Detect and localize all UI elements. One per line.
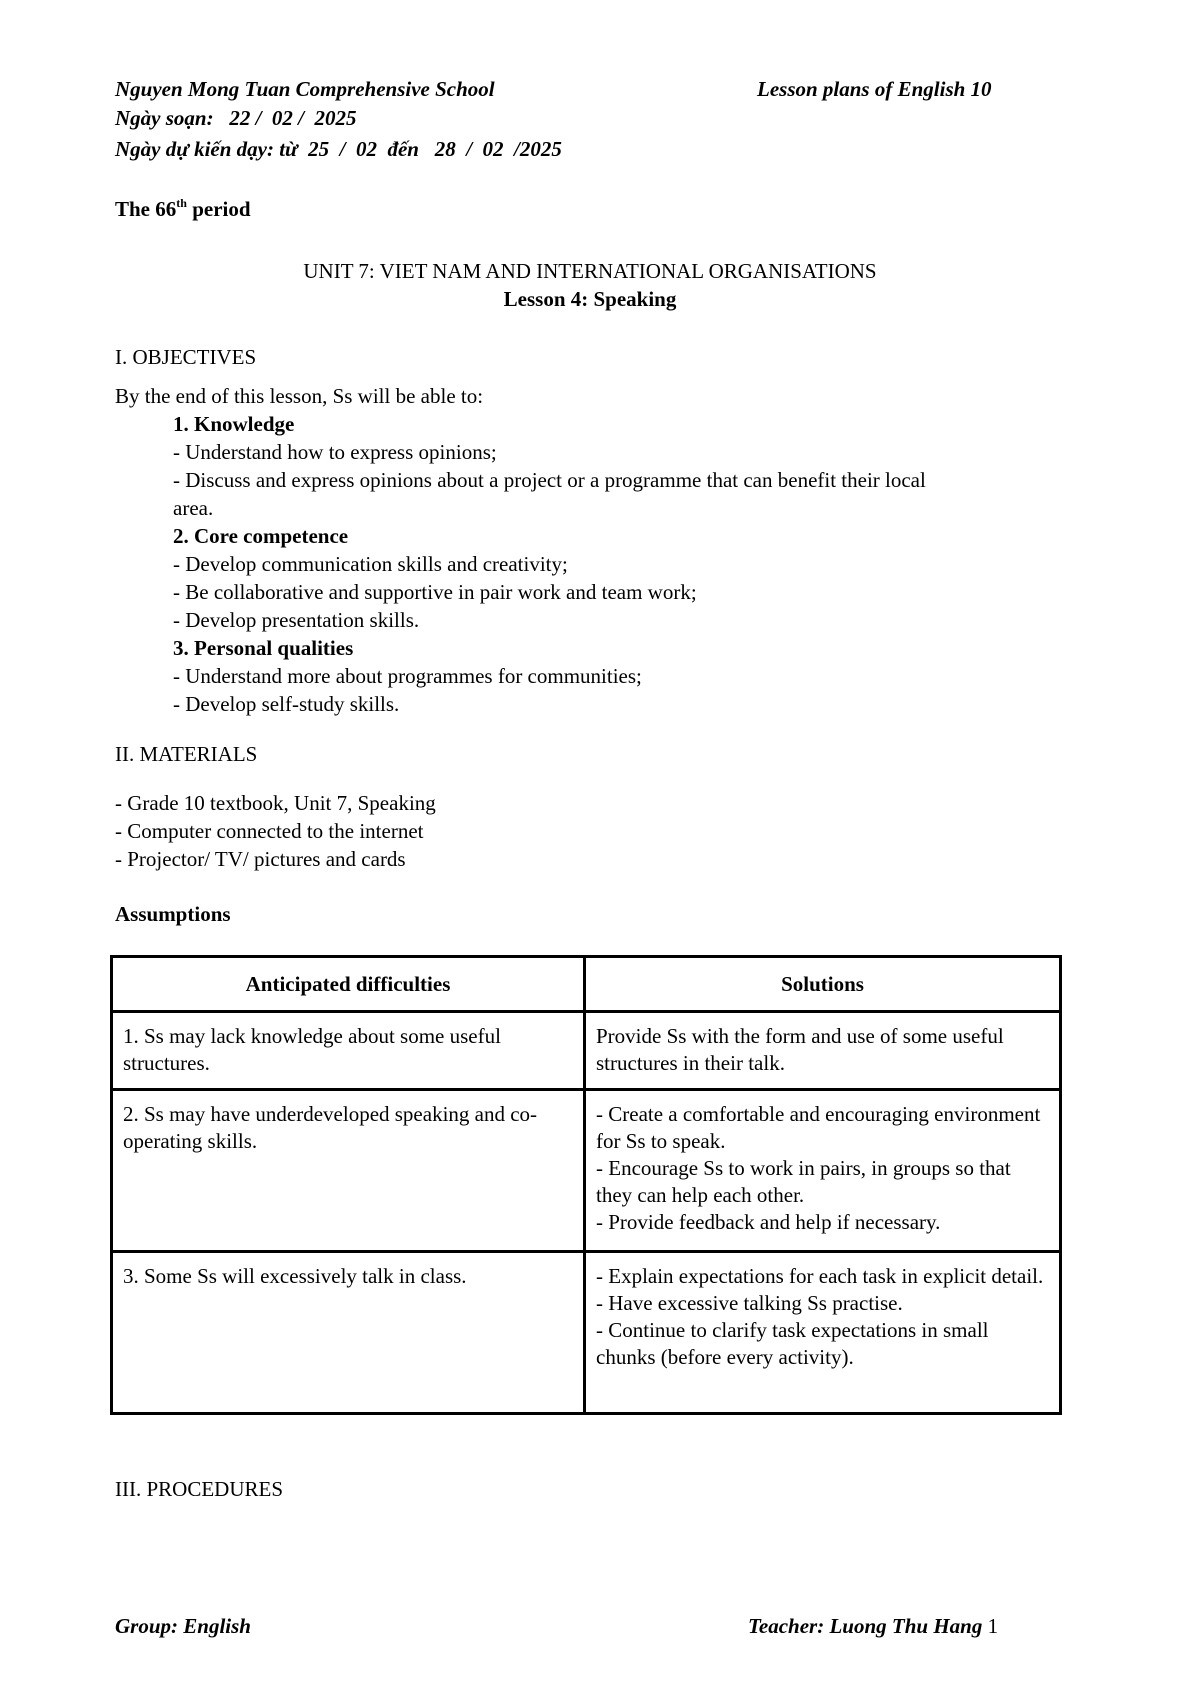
assumptions-heading: Assumptions xyxy=(115,902,231,926)
difficulty-cell: 3. Some Ss will excessively talk in class. xyxy=(112,1252,585,1414)
assumptions-table xyxy=(110,955,1062,1415)
lesson-title: Lesson 4: Speaking xyxy=(503,287,677,311)
core-item-1: - Develop communication skills and creativity; xyxy=(173,552,568,576)
solution-line: Provide Ss with the form and use of some useful structures in their talk. xyxy=(596,1024,1004,1075)
knowledge-item-2: - Discuss and express opinions about a project or a programme that can benefit their local xyxy=(173,468,926,492)
difficulty-cell: 1. Ss may lack knowledge about some useful structures. xyxy=(112,1012,585,1090)
footer-group: Group: English xyxy=(115,1614,251,1638)
difficulty-cell: 2. Ss may have underdeveloped speaking and co-operating skills. xyxy=(112,1090,585,1252)
table-row xyxy=(112,1252,1061,1414)
teaching-date: Ngày dự kiến dạy: từ 25 / 02 đến 28 / 02 /2025 xyxy=(115,137,562,161)
footer-teacher-name: Teacher: Luong Thu Hang xyxy=(748,1614,983,1638)
col-header-difficulties: Anticipated difficulties xyxy=(112,957,585,1012)
materials-item-2: - Computer connected to the internet xyxy=(115,819,424,843)
solution-line: - Have excessive talking Ss practise. xyxy=(596,1291,903,1315)
solution-cell xyxy=(585,1090,1061,1252)
materials-item-1: - Grade 10 textbook, Unit 7, Speaking xyxy=(115,791,436,815)
table-header-row xyxy=(112,957,1061,1012)
solution-line: - Provide feedback and help if necessary. xyxy=(596,1210,941,1234)
knowledge-heading: 1. Knowledge xyxy=(173,412,295,436)
table-row xyxy=(112,1012,1061,1090)
personal-item-2: - Develop self-study skills. xyxy=(173,692,400,716)
period-sup: th xyxy=(176,196,187,210)
objectives-intro: By the end of this lesson, Ss will be able to: xyxy=(115,384,484,408)
period-prefix: The 66 xyxy=(115,197,177,221)
solution-line: - Explain expectations for each task in explicit detail. xyxy=(596,1264,1044,1288)
school-name: Nguyen Mong Tuan Comprehensive School xyxy=(115,77,495,101)
solution-line: - Encourage Ss to work in pairs, in groups so that they can help each other. xyxy=(596,1156,1011,1207)
footer-teacher xyxy=(748,1612,998,1640)
solution-line: - Continue to clarify task expectations in small chunks (before every activity). xyxy=(596,1318,989,1369)
period-suffix: period xyxy=(186,197,251,221)
materials-item-3: - Projector/ TV/ pictures and cards xyxy=(115,847,406,871)
knowledge-item-1: - Understand how to express opinions; xyxy=(173,440,497,464)
core-item-3: - Develop presentation skills. xyxy=(173,608,420,632)
objectives-heading: I. OBJECTIVES xyxy=(115,345,257,369)
period-label xyxy=(115,195,251,223)
table-row xyxy=(112,1090,1061,1252)
lesson-plan-title: Lesson plans of English 10 xyxy=(757,77,992,101)
preparation-date: Ngày soạn: 22 / 02 / 2025 xyxy=(115,106,357,130)
unit-title: UNIT 7: VIET NAM AND INTERNATIONAL ORGANISATIONS xyxy=(303,259,877,283)
personal-item-1: - Understand more about programmes for communities; xyxy=(173,664,642,688)
solution-cell xyxy=(585,1012,1061,1090)
solution-cell xyxy=(585,1252,1061,1414)
solution-line: - Create a comfortable and encouraging environment for Ss to speak. xyxy=(596,1102,1041,1153)
col-header-solutions: Solutions xyxy=(585,957,1061,1012)
materials-heading: II. MATERIALS xyxy=(115,742,258,766)
core-competence-heading: 2. Core competence xyxy=(173,524,349,548)
knowledge-item-2-cont: area. xyxy=(173,496,214,520)
procedures-heading: III. PROCEDURES xyxy=(115,1477,284,1501)
core-item-2: - Be collaborative and supportive in pair work and team work; xyxy=(173,580,697,604)
page-number: 1 xyxy=(987,1614,999,1638)
personal-qualities-heading: 3. Personal qualities xyxy=(173,636,354,660)
